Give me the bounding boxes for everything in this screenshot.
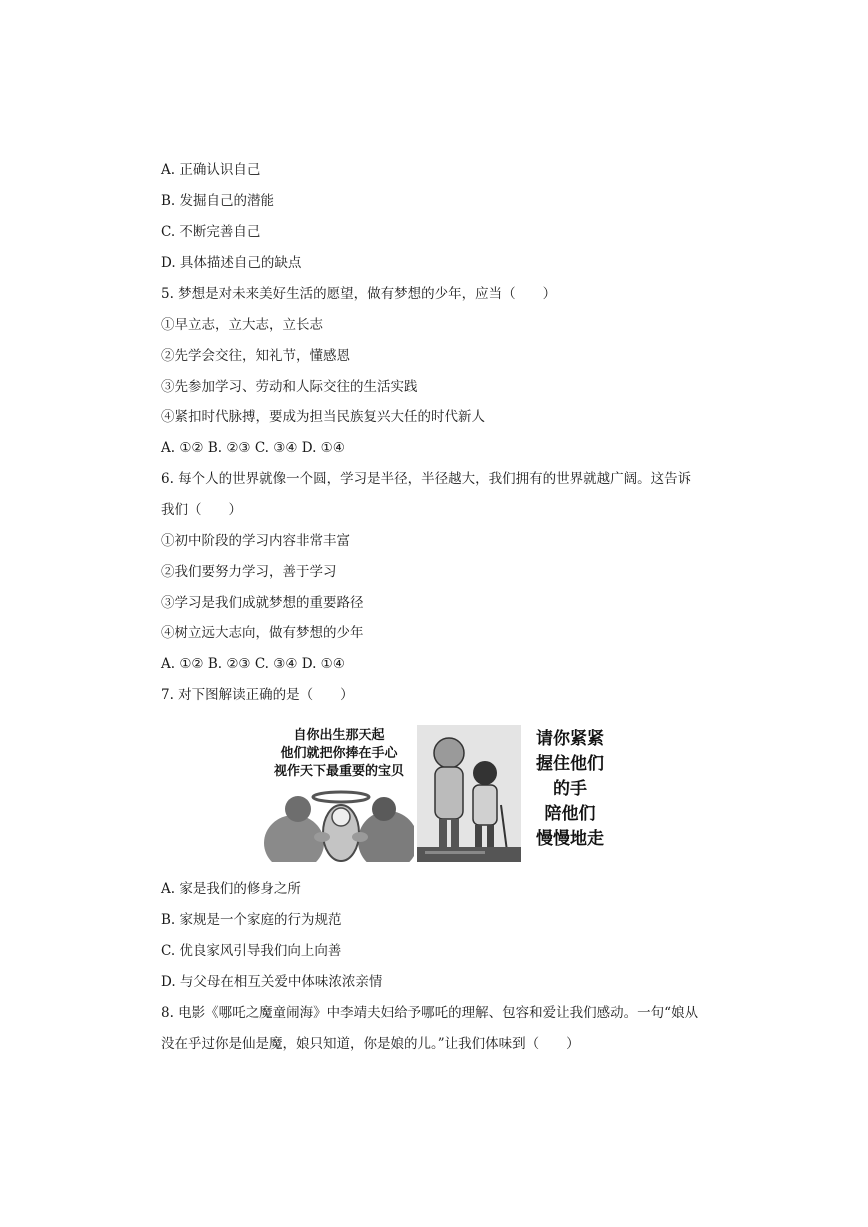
question-8-stem: 8. 电影《哪吒之魔童闹海》中李靖夫妇给予哪吒的理解、包容和爱让我们感动。一句“娘从 [161,1005,699,1021]
elderly-walking-icon [417,725,521,862]
option-a: A. 家是我们的修身之所 [161,881,301,897]
question-5-item: ④紧扣时代脉搏，要成为担当民族复兴大任的时代新人 [161,409,485,425]
option-b: B. 家规是一个家庭的行为规范 [161,912,342,928]
question-6-item: ③学习是我们成就梦想的重要路径 [161,595,364,611]
parents-newborn-illustration [264,725,414,862]
right-panel-caption: 请你紧紧 握住他们 的手 陪他们 慢慢地走 [536,729,604,849]
option-d: D. 具体描述自己的缺点 [161,255,302,271]
parents-cartoon-icon [264,725,414,862]
question-5-item: ①早立志，立大志，立长志 [161,317,323,333]
question-8-stem-cont: 没在乎过你是仙是魔，娘只知道，你是娘的儿。”让我们体味到（ ） [161,1036,580,1052]
question-6-item: ②我们要努力学习，善于学习 [161,564,337,580]
option-b: B. 发掘自己的潜能 [161,193,275,209]
question-5-stem: 5. 梦想是对未来美好生活的愿望，做有梦想的少年，应当（ ） [161,286,557,302]
option-d: D. 与父母在相互关爱中体味浓浓亲情 [161,974,383,990]
question-6-item: ④树立远大志向，做有梦想的少年 [161,625,364,641]
option-c: C. 优良家风引导我们向上向善 [161,943,342,959]
question-6-stem-cont: 我们（ ） [161,502,242,518]
question-6-answers: A. ①② B. ②③ C. ③④ D. ①④ [161,656,345,672]
question-5-answers: A. ①② B. ②③ C. ③④ D. ①④ [161,440,345,456]
left-panel-caption: 自你出生那天起 他们就把你捧在手心 视作天下最重要的宝贝 [273,728,404,779]
question-7-figure [264,725,616,862]
option-a: A. 正确认识自己 [161,162,261,178]
question-7-stem: 7. 对下图解读正确的是（ ） [161,687,354,703]
right-panel [524,725,616,862]
option-c: C. 不断完善自己 [161,224,261,240]
question-6-stem: 6. 每个人的世界就像一个圆，学习是半径，半径越大，我们拥有的世界就越广阔。这告诉 [161,471,692,487]
question-6-item: ①初中阶段的学习内容非常丰富 [161,533,350,549]
walking-together-illustration [417,725,521,862]
question-5-item: ③先参加学习、劳动和人际交往的生活实践 [161,379,418,395]
question-5-item: ②先学会交往，知礼节，懂感恩 [161,348,350,364]
